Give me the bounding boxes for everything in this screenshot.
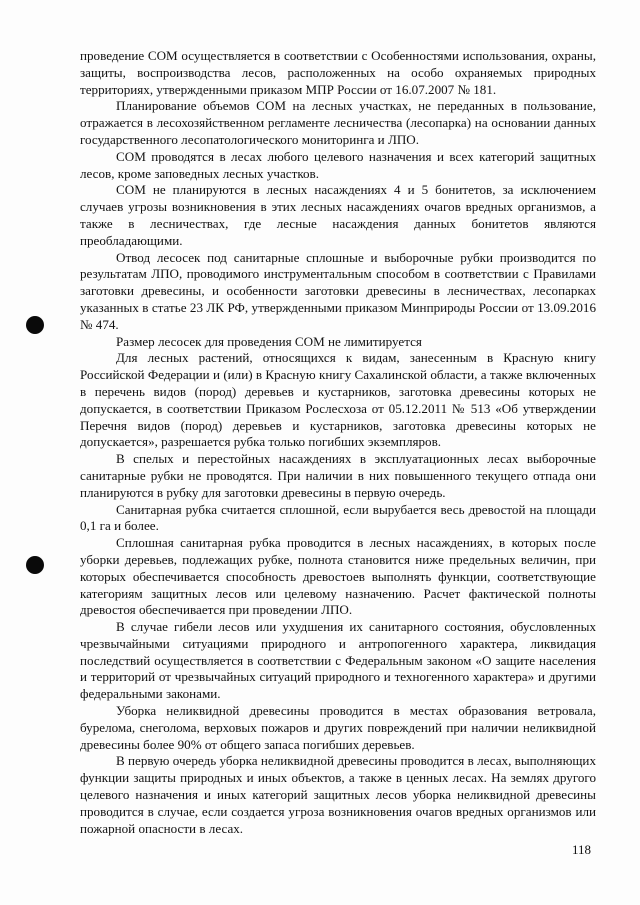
paragraph-11: В случае гибели лесов или ухудшения их санитарного состояния, обусловленных чрезвычайными ситуациями природного и антропогенного характера, ликвидация последствий осуществляется в соответствии с Федеральным законом «О защите населения и территорий от чрезвычайных ситуаций природного и техногенного характера» и другими федеральными законами. bbox=[80, 619, 596, 702]
paragraph-3: СОМ проводятся в лесах любого целевого назначения и всех категорий защитных лесов, кроме заповедных лесных участков. bbox=[80, 148, 596, 181]
binder-hole-bottom bbox=[26, 556, 44, 574]
paragraph-12: Уборка неликвидной древесины проводится в местах образования ветровала, бурелома, снеголома, верховых пожаров и других повреждений при наличии неликвидной древесины более 90% от общего запаса погибших деревьев. bbox=[80, 703, 596, 752]
paragraph-7: Для лесных растений, относящихся к видам, занесенным в Красную книгу Российской Федерации и (или) в Красную книгу Сахалинской области, а также включенных в перечень видов (пород) деревьев и кустарников, заготовка древесины которых не допускается, в соответствии Приказом Рослесхоза от 05.12.2011 № 513 «Об утверждении Перечня видов (пород) деревьев и кустарников, заготовка древесины которых не допускается», разрешается рубка только погибших экземпляров. bbox=[80, 350, 596, 450]
binder-hole-top bbox=[26, 316, 44, 334]
paragraph-4: СОМ не планируются в лесных насаждениях 4 и 5 бонитетов, за исключением случаев угрозы возникновения в этих лесных насаждениях очагов вредных организмов, а также в лесничествах, где лесные насаждения данных бонитетов являются преобладающими. bbox=[80, 182, 596, 248]
paragraph-8: В спелых и перестойных насаждениях в эксплуатационных лесах выборочные санитарные рубки не проводятся. При наличии в них повышенного текущего отпада они планируются в рубку для заготовки древесины в первую очередь. bbox=[80, 451, 596, 500]
paragraph-5: Отвод лесосек под санитарные сплошные и выборочные рубки производится по результатам ЛПО, проводимого инструментальным способом в соответствии с Правилами заготовки древесины, и особенности заготовки древесины в лесничествах, лесопарках указанных в статье 23 ЛК РФ, утвержденными приказом Минприроды России от 13.09.2016 № 474. bbox=[80, 249, 596, 332]
document-body bbox=[80, 48, 596, 837]
paragraph-13: В первую очередь уборка неликвидной древесины проводится в лесах, выполняющих функции защиты природных и иных объектов, а также в ценных лесах. На землях другого целевого назначения и иных категорий защитных лесов уборка неликвидной древесины проводится в случае, если создается угроза возникновения очагов вредных организмов или пожарной опасности в лесах. bbox=[80, 753, 596, 836]
page-number: 118 bbox=[572, 842, 592, 857]
paragraph-9: Санитарная рубка считается сплошной, если вырубается весь древостой на площади 0,1 га и более. bbox=[80, 501, 596, 534]
paragraph-10: Сплошная санитарная рубка проводится в лесных насаждениях, в которых после уборки деревьев, подлежащих рубке, полнота становится ниже предельных величин, при которых обеспечивается способность древостоев выполнять функции, соответствующие категориям защитных лесов или целевому назначению. Расчет фактической полноты древостоя обеспечивается при проведении ЛПО. bbox=[80, 535, 596, 618]
paragraph-2: Планирование объемов СОМ на лесных участках, не переданных в пользование, отражается в лесохозяйственном регламенте лесничества (лесопарка) на основании данных государственного лесопатологического мониторинга и ЛПО. bbox=[80, 98, 596, 147]
paragraph-6: Размер лесосек для проведения СОМ не лимитируется bbox=[116, 333, 422, 349]
paragraph-1: проведение СОМ осуществляется в соответствии с Особенностями использования, охраны, защиты, воспроизводства лесов, расположенных на особо охраняемых природных территориях, утвержденными приказом МПР России от 16.07.2007 № 181. bbox=[80, 48, 596, 97]
